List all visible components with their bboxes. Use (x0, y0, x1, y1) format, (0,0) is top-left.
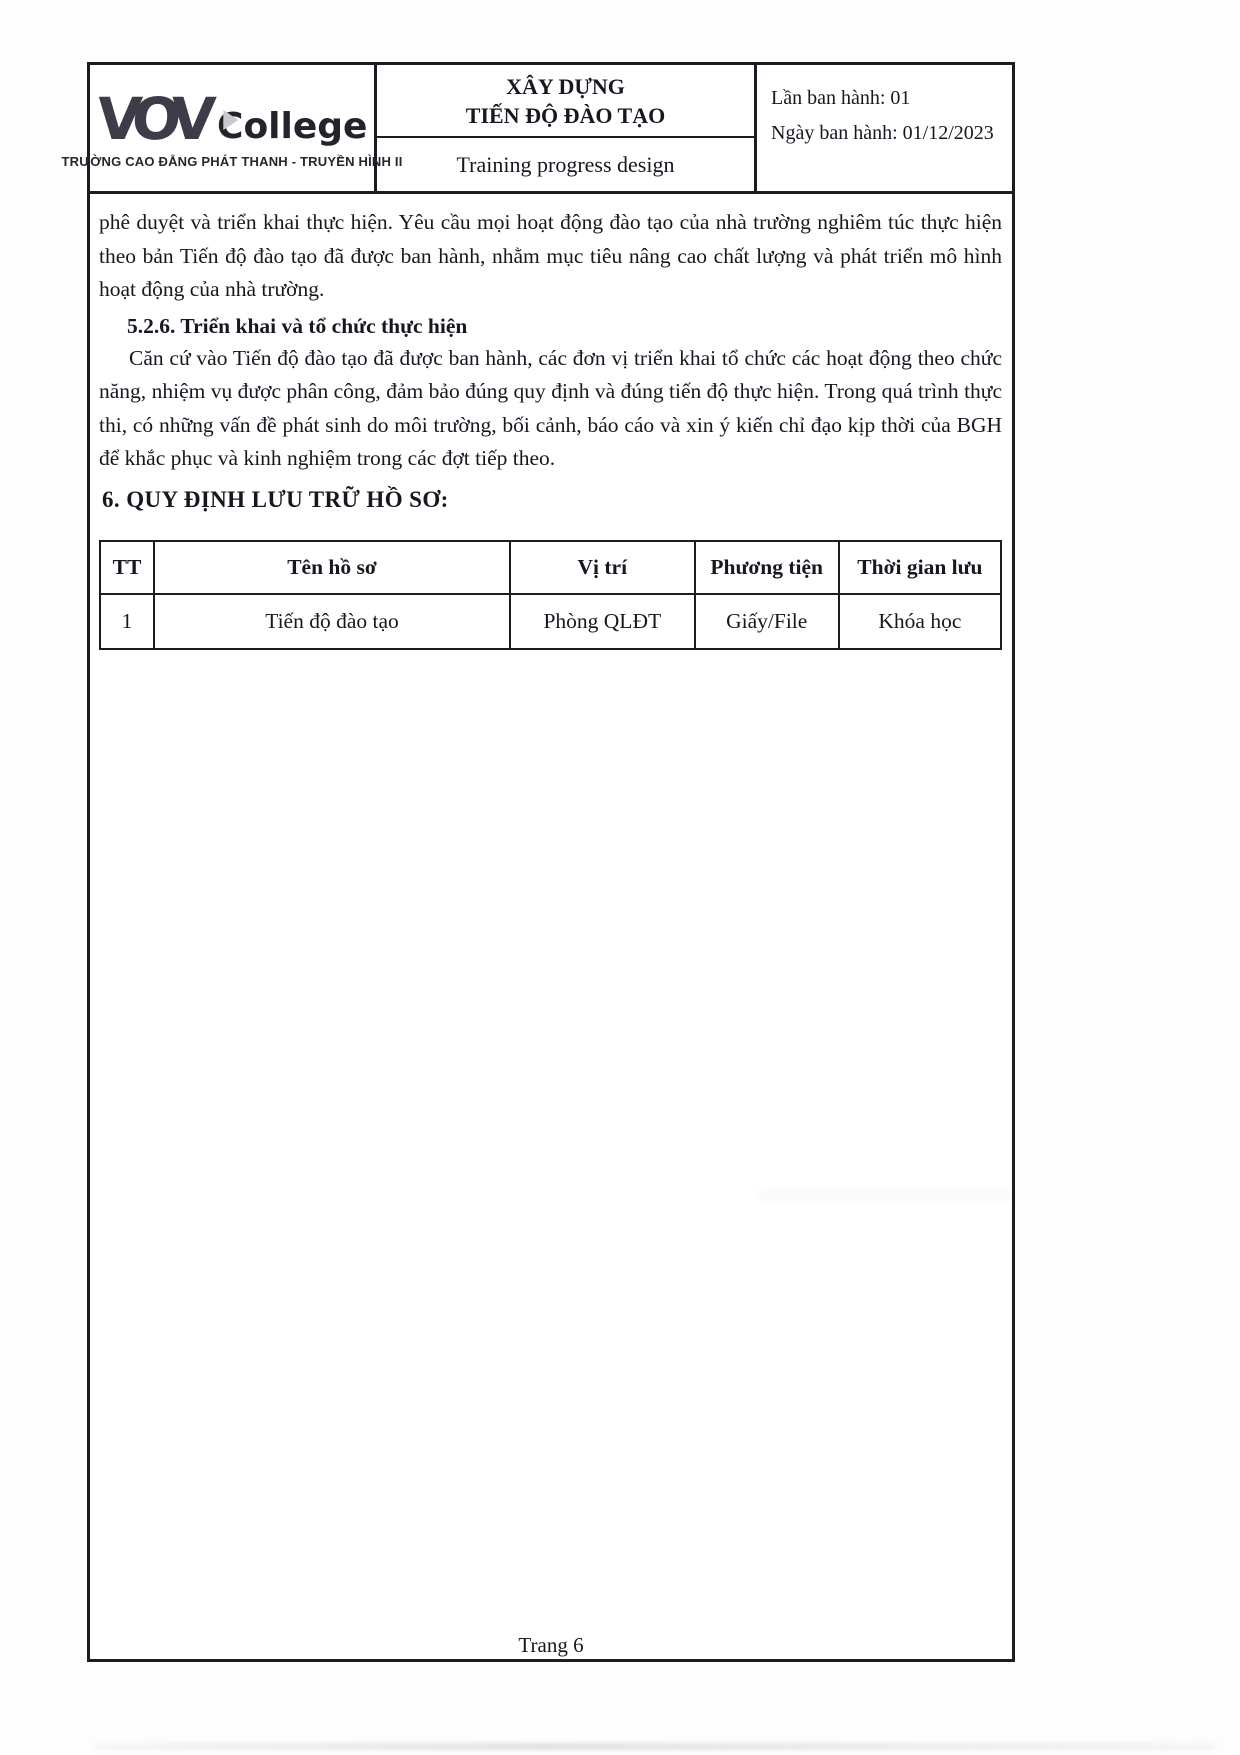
logo-caption: TRƯỜNG CAO ĐẲNG PHÁT THANH - TRUYỀN HÌNH II (61, 154, 403, 169)
cell-ten-ho-so: Tiến độ đào tạo (154, 594, 510, 649)
col-header-phuong-tien: Phương tiện (695, 541, 839, 594)
heading-6: 6. QUY ĐỊNH LƯU TRỮ HỒ SƠ: (102, 486, 449, 512)
header-title-cell (377, 65, 757, 191)
revision-number: Lần ban hành: 01 (771, 87, 911, 109)
scan-artifact (95, 1743, 1215, 1750)
cell-phuong-tien: Giấy/File (695, 594, 839, 649)
scan-artifact (760, 1190, 1010, 1200)
header-meta-cell (757, 65, 1012, 191)
col-header-tt: TT (100, 541, 154, 594)
document-subtitle: Training progress design (456, 151, 675, 177)
play-triangle-icon (223, 110, 238, 130)
paragraph-2: Căn cứ vào Tiến độ đào tạo đã được ban hành, các đơn vị triển khai tổ chức các hoạt động theo chức năng, nhiệm vụ được phân công, đảm bảo đúng quy định và đúng tiến độ thực hiện. Trong quá trình thực thi, có những vấn đề phát sinh do môi trường, bối cảnh, báo cáo và xin ý kiến chỉ đạo kịp thời của BGH để khắc phục và kinh nghiệm trong các đợt tiếp theo. (99, 345, 1002, 470)
storage-table (99, 540, 1002, 650)
logo-college-text: College (217, 106, 368, 147)
header-logo-cell (61, 65, 403, 191)
vov-logo-letters: VOV (94, 85, 209, 153)
col-header-thoi-gian-luu: Thời gian lưu (839, 541, 1001, 594)
document-title-line2: TIẾN ĐỘ ĐÀO TẠO (465, 102, 666, 128)
vov-college-logo (94, 85, 368, 153)
cell-vi-tri: Phòng QLĐT (510, 594, 695, 649)
heading-5-2-6: 5.2.6. Triển khai và tổ chức thực hiện (127, 313, 468, 338)
table-row (100, 594, 1001, 649)
cell-thoi-gian-luu: Khóa học (839, 594, 1001, 649)
col-header-ten-ho-so: Tên hồ sơ (154, 541, 510, 594)
document-frame (61, 62, 1015, 1662)
cell-tt: 1 (100, 594, 154, 649)
page-number: Trang 6 (518, 1633, 584, 1657)
col-header-vi-tri: Vị trí (510, 541, 695, 594)
document-title-line1: XÂY DỰNG (506, 73, 625, 99)
paragraph-1: phê duyệt và triển khai thực hiện. Yêu cầu mọi hoạt động đào tạo của nhà trường nghiêm túc thực hiện theo bản Tiến độ đào tạo đã được ban hành, nhằm mục tiêu nâng cao chất lượng và phát triển mô hình hoạt động của nhà trường. (99, 210, 1002, 301)
document-title (377, 65, 754, 138)
storage-table-header-row (100, 541, 1001, 594)
document-header (61, 65, 1012, 194)
issue-date: Ngày ban hành: 01/12/2023 (771, 122, 994, 144)
document-body (90, 194, 1012, 650)
